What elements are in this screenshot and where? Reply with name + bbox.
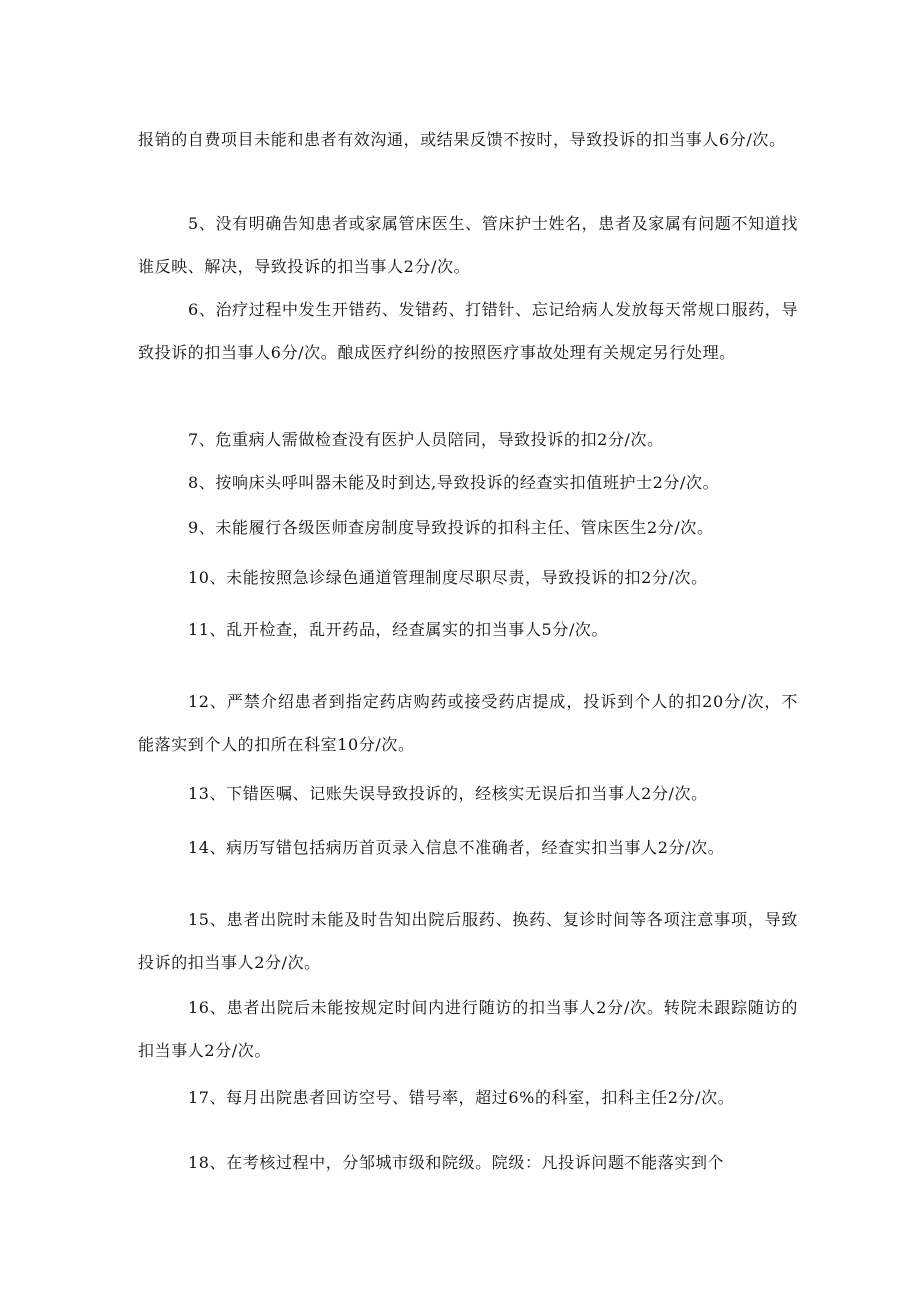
- paragraph-item-8: 8、按响床头呼叫器未能及时到达,导致投诉的经查实扣值班护士2分/次。: [188, 473, 720, 492]
- paragraph-item-5: 5、没有明确告知患者或家属管床医生、管床护士姓名，患者及家属有问题不知道找谁反映、解决，导致投诉的扣当事人2分/次。: [138, 214, 798, 276]
- paragraph-item-16: 16、患者出院后未能按规定时间内进行随访的扣当事人2分/次。转院未跟踪随访的扣当事人2分/次。: [138, 998, 798, 1060]
- paragraph-item-15: 15、患者出院时未能及时告知出院后服药、换药、复诊时间等各项注意事项，导致投诉的扣当事人2分/次。: [138, 910, 798, 972]
- paragraph-continuation: 报销的自费项目未能和患者有效沟通，或结果反馈不按时，导致投诉的扣当事人6分/次。: [138, 130, 786, 149]
- paragraph-item-9: 9、未能履行各级医师查房制度导致投诉的扣科主任、管床医生2分/次。: [188, 518, 714, 537]
- paragraph-item-13: 13、下错医嘱、记账失误导致投诉的，经核实无误后扣当事人2分/次。: [188, 784, 708, 803]
- paragraph-item-12: 12、严禁介绍患者到指定药店购药或接受药店提成，投诉到个人的扣20分/次，不能落实到个人的扣所在科室10分/次。: [138, 692, 798, 754]
- paragraph-item-10: 10、未能按照急诊绿色通道管理制度尽职尽责，导致投诉的扣2分/次。: [188, 568, 708, 587]
- paragraph-item-6: 6、治疗过程中发生开错药、发错药、打错针、忘记给病人发放每天常规口服药，导致投诉的扣当事人6分/次。酿成医疗纠纷的按照医疗事故处理有关规定另行处理。: [138, 300, 798, 362]
- paragraph-item-14: 14、病历写错包括病历首页录入信息不准确者，经查实扣当事人2分/次。: [188, 838, 725, 857]
- paragraph-item-11: 11、乱开检查，乱开药品，经查属实的扣当事人5分/次。: [188, 620, 609, 639]
- paragraph-item-7: 7、危重病人需做检查没有医护人员陪同，导致投诉的扣2分/次。: [188, 430, 664, 449]
- paragraph-item-18: 18、在考核过程中，分邹城市级和院级。院级：凡投诉问题不能落实到个: [188, 1153, 725, 1172]
- paragraph-item-17: 17、每月出院患者回访空号、错号率，超过6%的科室，扣科主任2分/次。: [188, 1088, 735, 1107]
